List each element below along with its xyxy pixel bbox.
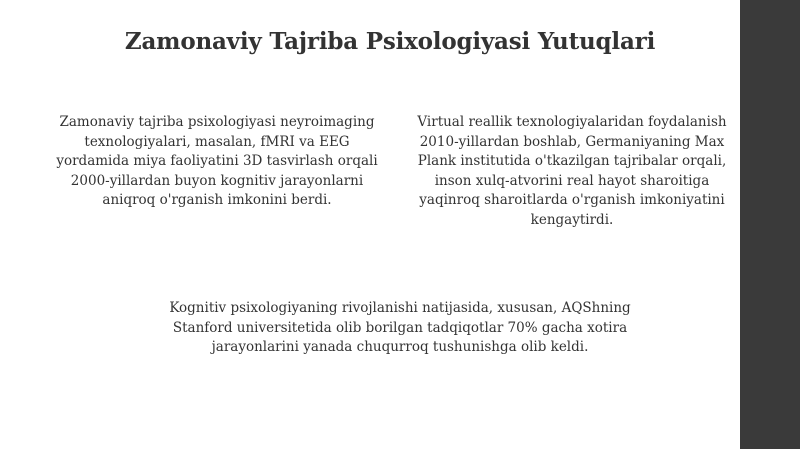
paragraph-cognitive-psychology: Kognitiv psixologiyaning rivojlanishi natijasida, xususan, AQShning Stanford universitetida olib borilgan tadqiqotlar 70% gacha xotira jarayonlarini yanada chuqurroq tushunishga olib keldi.	[169, 300, 631, 355]
slide-title: Zamonaviy Tajriba Psixologiyasi Yutuqlari	[124, 28, 656, 55]
paragraph-neuroimaging: Zamonaviy tajriba psixologiyasi neyroimaging texnologiyalari, masalan, fMRI va EEG yordamida miya faoliyatini 3D tasvirlash orqali 2000-yillardan buyon kognitiv jarayonlarni aniqroq o'rganish imkonini berdi.	[56, 114, 378, 208]
side-bar	[740, 0, 800, 449]
paragraph-virtual-reality: Virtual reallik texnologiyalaridan foydalanish 2010-yillardan boshlab, Germaniyaning Max Plank institutida o'tkazilgan tajribalar orqali, inson xulq-atvorini real hayot sharoitiga yaqinroq sharoitlarda o'rganish imkoniyatini kengaytirdi.	[417, 114, 727, 228]
